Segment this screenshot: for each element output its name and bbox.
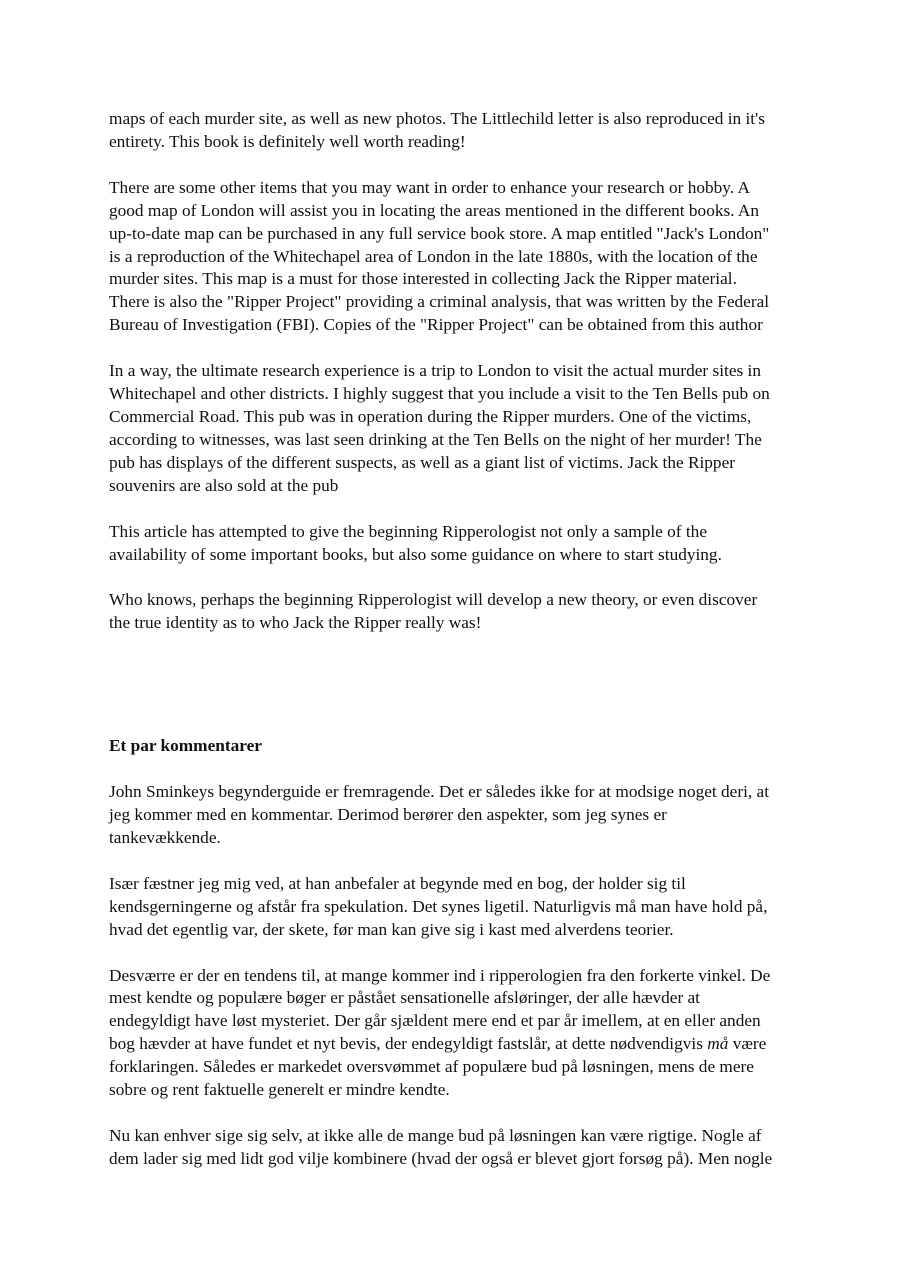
text-run: bog hævder at have fundet et nyt bevis, der endegyldigt fastslår, at dette nødvendigvis	[109, 1034, 708, 1054]
text-line: John Sminkeys begynderguide er fremragende. Det er således ikke for at modsige noget deri, at	[109, 782, 770, 802]
text-line: Commercial Road. This pub was in operation during the Ripper murders. One of the victims,	[109, 406, 752, 426]
text-line: forklaringen. Således er markedet oversvømmet af populære bud på løsningen, mens de mere	[109, 1057, 754, 1077]
text-line: hvad det egentlig var, der skete, før man kan give sig i kast med alverdens teorier.	[109, 919, 674, 939]
section-heading: Et par kommentarer	[109, 736, 262, 756]
text-line: according to witnesses, was last seen drinking at the Ten Bells on the night of her murder! The	[109, 429, 762, 449]
paragraph-article-summary	[109, 521, 809, 567]
text-line: Desværre er der en tendens til, at mange kommer ind i ripperologien fra den forkerte vinkel. De	[109, 965, 771, 985]
text-line: murder sites. This map is a must for those interested in collecting Jack the Ripper material.	[109, 269, 737, 289]
paragraph-desvaerre	[109, 965, 809, 1102]
text-line: tankevækkende.	[109, 827, 221, 847]
text-line: sobre og rent faktuelle generelt er mindre kendte.	[109, 1080, 450, 1100]
text-line: jeg kommer med en kommentar. Derimod berører den aspekter, som jeg synes er	[109, 805, 667, 825]
text-line: mest kendte og populære bøger er påstået sensationelle afsløringer, der alle hævder at	[109, 988, 700, 1008]
text-line: availability of some important books, but also some guidance on where to start studying.	[109, 544, 722, 564]
paragraph-littlechild-letter	[109, 108, 809, 154]
text-line: maps of each murder site, as well as new photos. The Littlechild letter is also reproduced in it's	[109, 109, 765, 128]
text-line: the true identity as to who Jack the Ripper really was!	[109, 613, 482, 633]
text-line: pub has displays of the different suspects, as well as a giant list of victims. Jack the Ripper	[109, 452, 735, 472]
section-spacer	[109, 658, 809, 735]
text-line: kendsgerningerne og afstår fra spekulation. Det synes ligetil. Naturligvis må man have hold på,	[109, 896, 768, 916]
text-line: Nu kan enhver sige sig selv, at ikke alle de mange bud på løsningen kan være rigtige. Nogle af	[109, 1126, 762, 1145]
text-line: This article has attempted to give the beginning Ripperologist not only a sample of the	[109, 521, 707, 541]
text-line: Whitechapel and other districts. I highly suggest that you include a visit to the Ten Bells pub on	[109, 384, 770, 404]
paragraph-nu-kan-enhver	[109, 1125, 809, 1171]
text-line: In a way, the ultimate research experience is a trip to London to visit the actual murder sites in	[109, 361, 761, 381]
text-line: up-to-date map can be purchased in any full service book store. A map entitled "Jack's London"	[109, 223, 770, 243]
paragraph-other-items	[109, 177, 809, 337]
text-line: Bureau of Investigation (FBI). Copies of the "Ripper Project" can be obtained from this author	[109, 315, 763, 335]
text-line: There is also the "Ripper Project" providing a criminal analysis, that was written by the Federal	[109, 292, 770, 312]
text-line-with-emphasis	[109, 1033, 809, 1056]
text-line: endegyldigt have løst mysteriet. Der går sjældent mere end et par år imellem, at en eller anden	[109, 1011, 761, 1031]
text-line: is a reproduction of the Whitechapel area of London in the late 1880s, with the location of the	[109, 246, 758, 266]
paragraph-kendsgerninger	[109, 873, 809, 942]
text-line: dem lader sig med lidt god vilje kombinere (hvad der også er blevet gjort forsøg på). Men nogle	[109, 1148, 773, 1168]
paragraph-trip-to-london	[109, 360, 809, 497]
text-line: Især fæstner jeg mig ved, at han anbefaler at begynde med en bog, der holder sig til	[109, 873, 686, 893]
text-line: entirety. This book is definitely well worth reading!	[109, 131, 466, 151]
paragraph-begynderguide	[109, 781, 809, 850]
text-line: good map of London will assist you in locating the areas mentioned in the different books. An	[109, 200, 760, 220]
document-page	[109, 108, 809, 1194]
paragraph-who-knows	[109, 589, 809, 635]
text-line: souvenirs are also sold at the pub	[109, 475, 339, 495]
text-run: være	[728, 1034, 767, 1054]
text-line: Who knows, perhaps the beginning Ripperologist will develop a new theory, or even discover	[109, 590, 758, 610]
emphasized-word: må	[707, 1034, 729, 1054]
text-line: There are some other items that you may want in order to enhance your research or hobby. A	[109, 177, 750, 197]
